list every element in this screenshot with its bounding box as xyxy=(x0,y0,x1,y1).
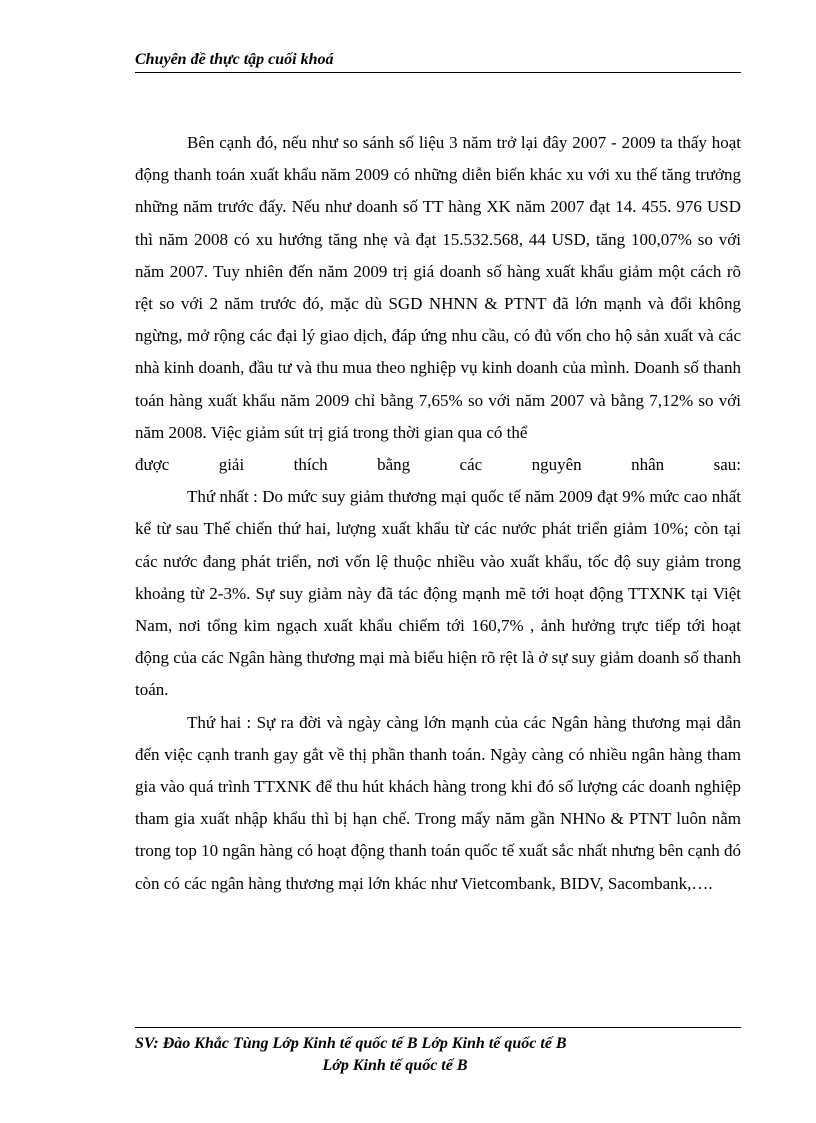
paragraph-reason-second: Thứ hai : Sự ra đời và ngày càng lớn mạnh của các Ngân hàng thương mại dẫn đến việc cạnh tranh gay gắt về thị phần thanh toán. Ngày càng có nhiều ngân hàng tham gia vào quá trình TTXNK để thu hút khách hàng trong khi đó số lượng các doanh nghiệp tham gia xuất nhập khẩu thì bị hạn chế. Trong mấy năm gần NHNo & PTNT luôn nằm trong top 10 ngân hàng có hoạt động thanh toán quốc tế xuất sắc nhất nhưng bên cạnh đó còn có các ngân hàng thương mại lớn khác như Vietcombank, BIDV, Sacombank,…. xyxy=(135,712,741,893)
footer-class-line: Lớp Kinh tế quốc tế B xyxy=(322,1057,468,1074)
paragraph-intro: Bên cạnh đó, nếu như so sánh số liệu 3 năm trở lại đây 2007 - 2009 ta thấy hoạt động thanh toán xuất khẩu năm 2009 có những diễn biến khác xu với xu thế tăng trưởng những năm trước đấy. Nếu như doanh số TT hàng XK năm 2007 đạt 14. 455. 976 USD thì năm 2008 có xu hướng tăng nhẹ và đạt 15.532.568, 44 USD, tăng 100,07% so với năm 2007. Tuy nhiên đến năm 2009 trị giá doanh số hàng xuất khẩu giảm một cách rõ rệt so với 2 năm trước đó, mặc dù SGD NHNN & PTNT đã lớn mạnh và đổi không ngừng, mở rộng các đại lý giao dịch, đáp ứng nhu cầu, có đủ vốn cho hộ sản xuất và các nhà kinh doanh, đầu tư và thu mua theo nghiệp vụ kinh doanh của mình. Doanh số thanh toán hàng xuất khẩu năm 2009 chỉ bằng 7,65% so với năm 2007 và bằng 7,12% so với năm 2008. Việc giảm sút trị giá trong thời gian qua có thể xyxy=(135,133,741,442)
document-body xyxy=(135,127,741,900)
header-title: Chuyên đề thực tập cuối khoá xyxy=(135,51,334,68)
page-footer xyxy=(135,1027,741,1077)
page-header xyxy=(135,50,741,73)
paragraph-reason-first: Thứ nhất : Do mức suy giảm thương mại quốc tế năm 2009 đạt 9% mức cao nhất kể từ sau Thế chiến thứ hai, lượng xuất khẩu từ các nước phát triển giảm 10%; còn tại các nước đang phát triển, nơi vốn lệ thuộc nhiều vào xuất khẩu, tốc độ suy giảm trong khoảng từ 2-3%. Sự suy giảm này đã tác động mạnh mẽ tới hoạt động TTXNK tại Việt Nam, nơi tổng kim ngạch xuất khẩu chiếm tới 160,7% , ảnh hưởng trực tiếp tới hoạt động của các Ngân hàng thương mại mà biểu hiện rõ rệt là ở sự suy giảm doanh số thanh toán. xyxy=(135,487,741,700)
paragraph-reasons-lead: được giải thích bằng các nguyên nhân sau: xyxy=(135,455,741,475)
footer-student-line: SV: Đào Khắc Tùng Lớp Kinh tế quốc tế B Lớp Kinh tế quốc tế B xyxy=(135,1035,567,1052)
